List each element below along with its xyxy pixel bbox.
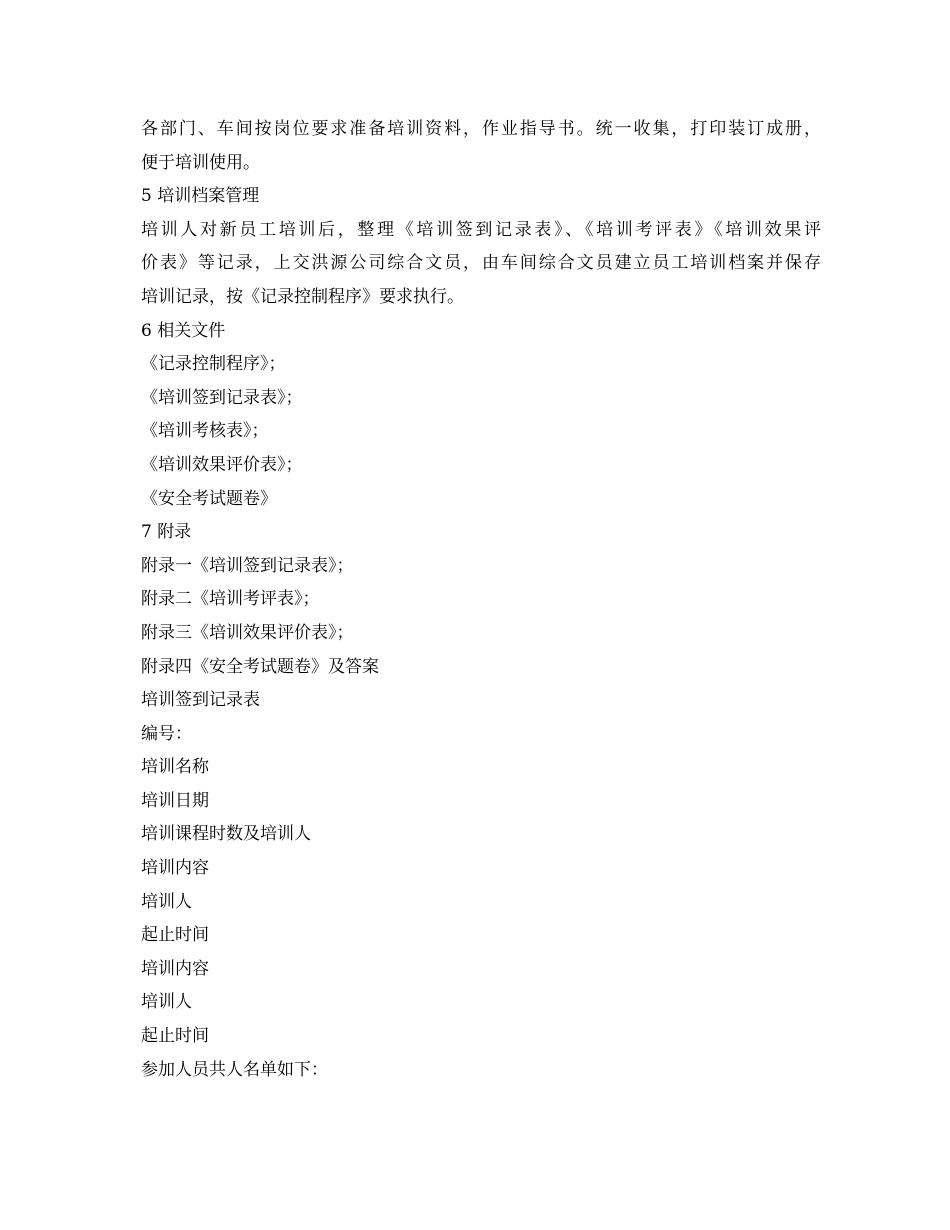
form-field-label: 编号： xyxy=(141,723,192,744)
form-field-label: 参加人员共人名单如下： xyxy=(141,1059,328,1080)
list-item: 《安全考试题卷》 xyxy=(141,488,277,509)
form-title: 培训签到记录表 xyxy=(141,690,260,711)
form-field-label: 培训课程时数及培训人 xyxy=(141,824,311,845)
form-field-label: 培训内容 xyxy=(141,858,209,879)
paragraph-line: 培训人对新员工培训后，整理《培训签到记录表》、《培训考评表》《培训效果评 xyxy=(141,219,821,240)
list-item: 《培训签到记录表》； xyxy=(141,387,303,408)
list-item: 《培训效果评价表》； xyxy=(141,454,303,475)
section-heading: 7 附录 xyxy=(141,522,192,543)
document-page xyxy=(141,113,821,1087)
section-heading: 5 培训档案管理 xyxy=(141,186,260,207)
form-field-label: 培训人 xyxy=(141,992,192,1013)
section-heading: 6 相关文件 xyxy=(141,320,226,341)
list-item: 附录一《培训签到记录表》； xyxy=(141,555,354,576)
paragraph-line: 各部门、车间按岗位要求准备培训资料，作业指导书。统一收集，打印装订成册， xyxy=(141,119,821,139)
form-field-label: 培训名称 xyxy=(141,757,209,778)
list-item: 附录三《培训效果评价表》； xyxy=(141,622,354,643)
form-field-label: 起止时间 xyxy=(141,925,209,946)
list-item: 附录二《培训考评表》； xyxy=(141,589,320,610)
form-field-label: 培训内容 xyxy=(141,958,209,979)
form-field-label: 起止时间 xyxy=(141,1026,209,1047)
paragraph-line: 培训记录，按《记录控制程序》要求执行。 xyxy=(141,286,464,307)
form-field-label: 培训日期 xyxy=(141,790,209,811)
paragraph-line: 便于培训使用。 xyxy=(141,152,260,173)
list-item: 《记录控制程序》； xyxy=(141,354,286,375)
form-field-label: 培训人 xyxy=(141,891,192,912)
list-item: 附录四《安全考试题卷》及答案 xyxy=(141,656,379,677)
list-item: 《培训考核表》； xyxy=(141,421,269,442)
paragraph-line: 价表》等记录，上交洪源公司综合文员，由车间综合文员建立员工培训档案并保存 xyxy=(141,253,821,274)
